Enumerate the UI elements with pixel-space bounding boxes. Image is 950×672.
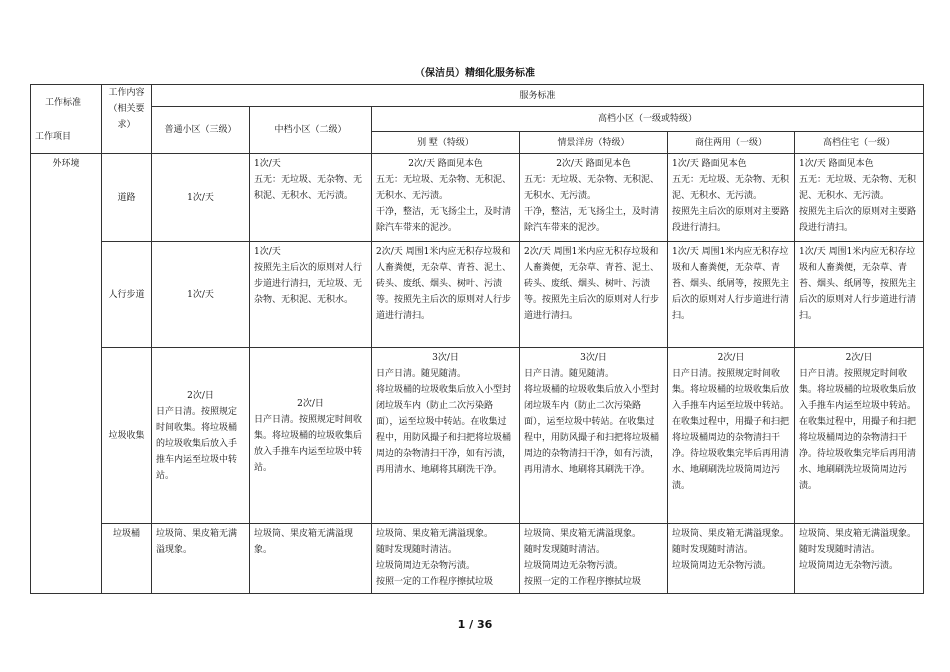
section-outer-environment: 外环境 [31, 154, 102, 594]
header-mid-community: 中档小区（二级） [250, 107, 372, 154]
sidewalk-villa: 2次/天 周围1米内应无积存垃圾和人畜粪便，无杂草、青苔、泥土、砖头、废纸、烟头、树叶、污渍等。按照先主后次的原则对人行步道进行清扫。 [372, 242, 520, 348]
sidewalk-garden: 2次/天 周围1米内应无积存垃圾和人畜粪便，无杂草、青苔、泥土、砖头、废纸、烟头、树叶、污渍等。按照先主后次的原则对人行步道进行清扫。 [520, 242, 668, 348]
road-ordinary: 1次/天 [152, 154, 250, 242]
bin-mid: 垃圾筒、果皮箱无满溢现象。 [250, 524, 372, 594]
item-trash-bin: 垃圾桶 [102, 524, 152, 594]
item-road: 道路 [102, 154, 152, 242]
item-garbage-collection: 垃圾收集 [102, 348, 152, 524]
bin-villa: 垃圾筒、果皮箱无满溢现象。 随时发现随时清洁。 垃圾筒周边无杂物污渍。 按照一定的工作程序擦拭垃圾 [372, 524, 520, 594]
table-row [31, 154, 924, 242]
sidewalk-commercial: 1次/天 周围1米内应无积存垃圾和人畜粪便，无杂草、青苔、烟头、纸屑等，按照先主后次的原则对人行步道进行清扫。 [668, 242, 795, 348]
header-garden-house: 情景洋房（特级） [520, 132, 668, 154]
header-service-standard: 服务标准 [152, 85, 924, 107]
header-work-standard: 工作标准 [45, 98, 82, 108]
road-commercial: 1次/天 路面见本色 五无：无垃圾、无杂物、无积泥、无积水、无污渍。 按照先主后次的原则对主要路段进行清扫。 [668, 154, 795, 242]
item-sidewalk: 人行步道 [102, 242, 152, 348]
garbage-commercial: 2次/日 日产日清。按照规定时间收集。将垃圾桶的垃圾收集后放入手推车内运至垃圾中转站。在收集过程中，用撮子和扫把将垃圾桶周边的杂物清扫干净。待垃圾收集完毕后再用清水、地刷刷洗垃圾筒周边污渍。 [668, 348, 795, 524]
garbage-villa: 3次/日 日产日清。随见随清。 将垃圾桶的垃圾收集后放入小型封闭垃圾车内（防止二次污染路面），运至垃圾中转站。在收集过程中，用防风撮子和扫把将垃圾桶周边的杂物清扫干净，如有污渍，再用清水、地刷将其刷洗干净。 [372, 348, 520, 524]
table-row [31, 348, 924, 524]
sidewalk-mid: 1次/天 按照先主后次的原则对人行步道进行清扫，无垃圾、无杂物、无积泥、无积水。 [250, 242, 372, 348]
header-villa: 别 墅（特级） [372, 132, 520, 154]
service-standard-table [30, 84, 924, 594]
document-title: （保洁员）精细化服务标准 [415, 68, 535, 79]
road-mid: 1次/天 五无：无垃圾、无杂物、无积泥、无积水、无污渍。 [250, 154, 372, 242]
header-work-content: 工作内容（相关要求） [102, 85, 152, 154]
page-number: 1 / 36 [457, 618, 493, 631]
header-high-community: 高档小区（一级或特级） [372, 107, 924, 132]
garbage-highrise: 2次/日 日产日清。按照规定时间收集。将垃圾桶的垃圾收集后放入手推车内运至垃圾中转站。在收集过程中，用撮子和扫把将垃圾桶周边的杂物清扫干净。待垃圾收集完毕后再用清水、地刷刷洗垃圾筒周边污渍。 [795, 348, 924, 524]
bin-ordinary: 垃圾筒、果皮箱无满溢现象。 [152, 524, 250, 594]
bin-garden: 垃圾筒、果皮箱无满溢现象。 随时发现随时清洁。 垃圾筒周边无杂物污渍。 按照一定的工作程序擦拭垃圾 [520, 524, 668, 594]
garbage-mid: 2次/日 日产日清。按照规定时间收集。将垃圾桶的垃圾收集后放入手推车内运至垃圾中转站。 [250, 348, 372, 524]
sidewalk-ordinary: 1次/天 [152, 242, 250, 348]
header-commercial-residential: 商住两用（一级） [668, 132, 795, 154]
road-highrise: 1次/天 路面见本色 五无：无垃圾、无杂物、无积泥、无积水、无污渍。 按照先主后次的原则对主要路段进行清扫。 [795, 154, 924, 242]
bin-commercial: 垃圾筒、果皮箱无满溢现象。 随时发现随时清洁。 垃圾筒周边无杂物污渍。 [668, 524, 795, 594]
garbage-garden: 3次/日 日产日清。随见随清。 将垃圾桶的垃圾收集后放入小型封闭垃圾车内（防止二次污染路面），运至垃圾中转站。在收集过程中，用防风撮子和扫把将垃圾桶周边的杂物清扫干净，如有污渍，再用清水、地刷将其刷洗干净。 [520, 348, 668, 524]
table-row [31, 242, 924, 348]
header-high-residence: 高档住宅（一级） [795, 132, 924, 154]
garbage-ordinary: 2次/日 日产日清。按照规定时间收集。将垃圾桶的垃圾收集后放入手推车内运至垃圾中转站。 [152, 348, 250, 524]
sidewalk-highrise: 1次/天 周围1米内应无积存垃圾和人畜粪便，无杂草、青苔、烟头、纸屑等，按照先主后次的原则对人行步道进行清扫。 [795, 242, 924, 348]
header-ordinary-community: 普通小区（三级） [152, 107, 250, 154]
bin-highrise: 垃圾筒、果皮箱无满溢现象。 随时发现随时清洁。 垃圾筒周边无杂物污渍。 [795, 524, 924, 594]
table-row [31, 524, 924, 594]
header-work-item: 工作项目 [35, 132, 72, 142]
road-villa: 2次/天 路面见本色 五无：无垃圾、无杂物、无积泥、无积水、无污渍。 干净，整洁，无飞扬尘土，及时清除汽车带来的泥沙。 [372, 154, 520, 242]
road-garden: 2次/天 路面见本色 五无：无垃圾、无杂物、无积泥、无积水、无污渍。 干净，整洁，无飞扬尘土，及时清除汽车带来的泥沙。 [520, 154, 668, 242]
header-corner-cell [31, 85, 102, 154]
